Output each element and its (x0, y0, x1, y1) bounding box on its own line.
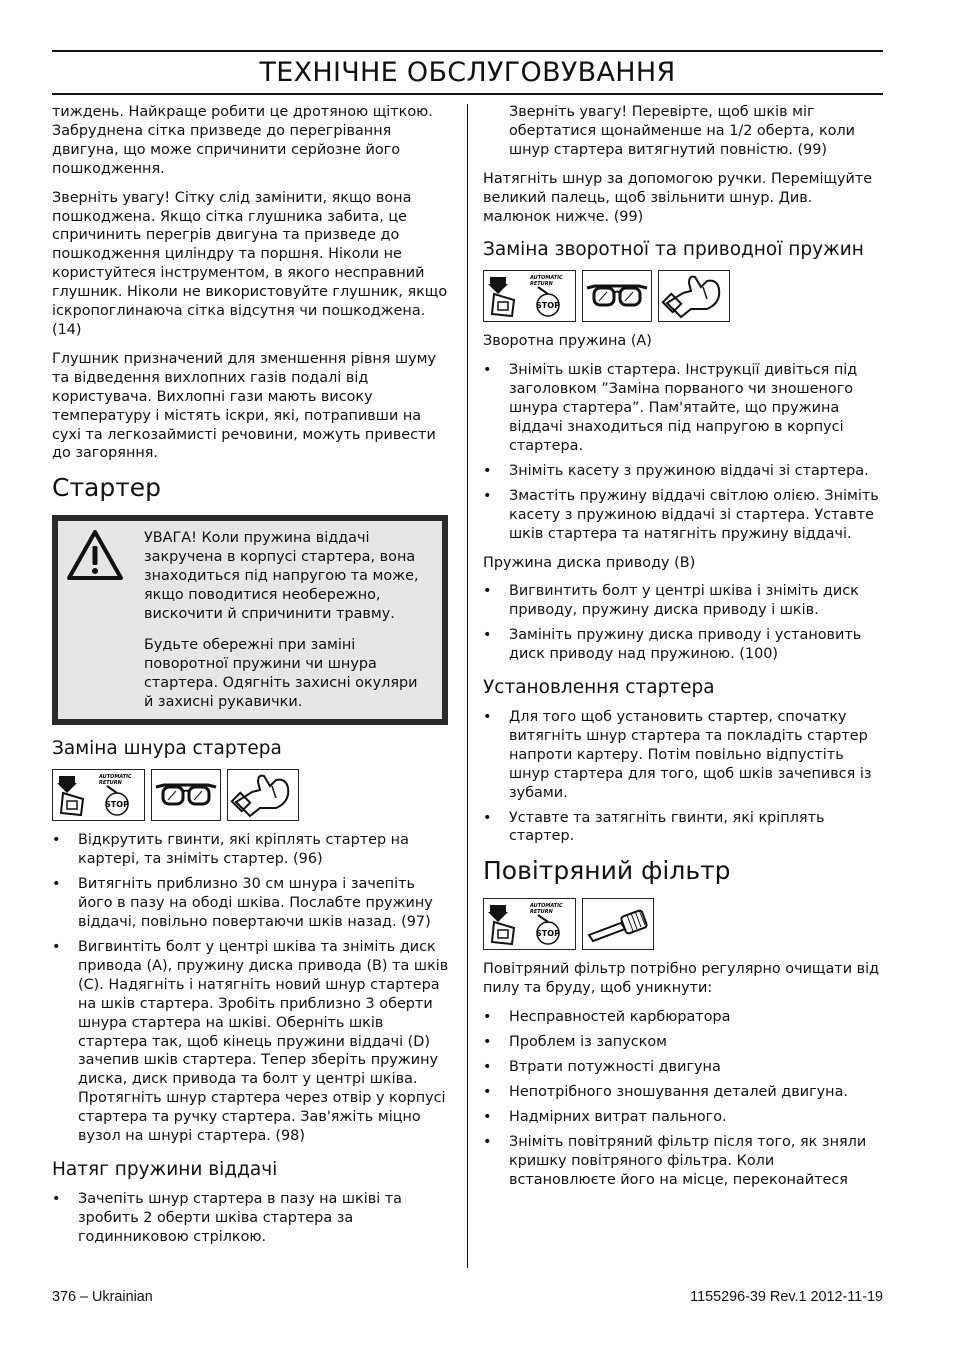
page-title: ТЕХНІЧНЕ ОБСЛУГОВУВАННЯ (259, 57, 676, 88)
warning-triangle-icon (66, 529, 124, 581)
return-spring-list (483, 361, 883, 543)
list-item: • Проблем із запуском (483, 1034, 668, 1051)
bullet: • (483, 627, 492, 644)
stop-label: STOP (535, 929, 560, 939)
left-column (52, 103, 452, 1257)
header-rule-top (52, 50, 883, 52)
list-item: • Уставте та затягніть гвинти, які кріплять стартер. (483, 809, 825, 845)
bullet: • (483, 462, 492, 479)
springs-heading: Заміна зворотної та приводної пружин (483, 239, 864, 261)
list-item: • Зніміть повітряний фільтр після того, як зняли кришку повітряного фільтра. Коли встановлюєте його на місце, переконайтеся (483, 1133, 867, 1188)
drive-spring-list (483, 582, 883, 664)
bullet: • (483, 1083, 492, 1100)
bullet: • (483, 1034, 492, 1051)
tension-steps-list (52, 1190, 452, 1247)
paragraph: Натягніть шнур за допомогою ручки. Переміщуйте великий палець, щоб звільнити шнур. Див. малюнок нижче. (99) (483, 170, 873, 225)
list-item: • Втрати потужності двигуна (483, 1059, 721, 1075)
automatic-label: AUTOMATIC (529, 903, 563, 910)
drive-spring-label: Пружина диска приводу (B) (483, 554, 696, 571)
list-item: • Вигвинтіть болт у центрі шківа та зніміть диск привода (A), пружину диска привода (B) та шків (C). Надягніть і натягніть новий шнур стартера на шків стартера. Зробіть приблизно 3 оберти шнура стартера на шківі. Оберніть шків стартера так, щоб кінець пружини віддачі (D) зачепив шків стартера. Тепер зберіть пружину диска, диск привода та болт у центрі шківа. Протягніть шнур стартера через отвір у корпусі стартера та ручку стартера. Зав'яжіть міцно вузол на шнурі стартера. (98) (52, 939, 449, 1145)
page-number: 376 – Ukrainian (52, 1289, 153, 1305)
bullet: • (483, 1108, 492, 1125)
return-label: RETURN (529, 281, 553, 288)
automatic-label: AUTOMATIC (529, 275, 563, 282)
note-paragraph: Зверніть увагу! Перевірте, щоб шків міг обертатися щонайменше на 1/2 оберта, коли шнур стартера витягнутий повністю. (99) (509, 104, 856, 158)
bullet: • (52, 939, 61, 955)
warning-box (52, 515, 448, 725)
bullet: • (52, 876, 61, 893)
list-item: • Зніміть касету з пружиною віддачі зі стартера. (483, 462, 869, 479)
stop-label: STOP (104, 800, 129, 810)
paragraph: Зверніть увагу! Сітку слід замінити, якщо вона пошкоджена. Якщо сітка глушника забита, це спричинить перегрів двигуна та призведе до пошкодження циліндру та поршня. Ніколи не користуйтеся інструментом, в якого несправний глушник. Ніколи не використовуйте глушник, якщо іскропоглинаюча сітка відсутня чи пошкоджена. (14) (52, 189, 448, 338)
list-item: • Зачепіть шнур стартера в пазу на шківі та зробить 2 оберти шківа стартера за годинниковою стрілкою. (52, 1190, 403, 1245)
list-item: • Надмірних витрат пального. (483, 1108, 727, 1125)
cord-replacement-heading: Заміна шнура стартера (52, 738, 282, 760)
icon-row (483, 270, 883, 322)
bullet: • (483, 1009, 492, 1026)
list-item: • Витягніть приблизно 30 см шнура і зачепіть його в пазу на ободі шківа. Послабте пружину віддачі, повільно повертаючи шків назад. (97) (52, 876, 433, 931)
cord-steps-list (52, 831, 452, 1146)
return-spring-label: Зворотна пружина (A) (483, 333, 652, 350)
list-item: • Зніміть шків стартера. Інструкції дивіться під заголовком ”Заміна порваного чи зношеного шнура стартера”. Пам'ятайте, що пружина віддачі знаходиться під напругою в корпусі стартера. (483, 362, 858, 454)
bullet: • (483, 709, 492, 726)
bullet: • (483, 487, 492, 504)
install-starter-heading: Установлення стартера (483, 677, 715, 699)
list-item: • Замініть пружину диска приводу і установить диск приводу над пружиною. (100) (483, 627, 862, 663)
list-item: • Змастіть пружину віддачі світлою олією. Зніміть касету з пружиною віддачі зі стартера. Уставте шків стартера та натягніть пружину віддачі. (483, 487, 879, 542)
paragraph: Глушник призначений для зменшення рівня шуму та відведення вихлопних газів подалі від користувача. Вихлопні гази мають високу температуру і містять іскри, які, потрапивши на сухі та легкозаймисті речовини, можуть привести до загоряння. (52, 350, 437, 462)
starter-heading: Стартер (52, 473, 162, 503)
column-divider (467, 104, 468, 1268)
document-id: 1155296-39 Rev.1 2012-11-19 (690, 1289, 883, 1305)
automatic-return-stop-icon (483, 270, 576, 322)
automatic-label: AUTOMATIC (98, 774, 132, 781)
safety-glasses-icon (151, 769, 221, 821)
bullet: • (483, 583, 492, 600)
list-item: • Вигвинтить болт у центрі шківа і зніміть диск приводу, пружину диска приводу і шків. (483, 583, 859, 619)
list-item: • Несправностей карбюратора (483, 1009, 731, 1026)
air-filter-heading: Повітряний фільтр (483, 856, 731, 886)
paragraph: тиждень. Найкраще робити це дротяною щіткою. Забруднена сітка призведе до перегрівання двигуна, що може спричинити серйозне його пошкодження. (52, 104, 433, 177)
paragraph: Повітряний фільтр потрібно регулярно очищати від пилу та бруду, щоб уникнути: (483, 961, 880, 997)
safety-glasses-icon (582, 270, 652, 322)
automatic-return-stop-icon (483, 898, 576, 950)
icon-row (483, 898, 883, 950)
protective-gloves-icon (227, 769, 299, 821)
tension-heading: Натяг пружини віддачі (52, 1158, 278, 1180)
right-column (483, 103, 883, 1199)
warning-text: Будьте обережні при заміні поворотної пружини чи шнура стартера. Одягніть захисні окуляри й захисні рукавички. (144, 636, 418, 710)
list-item: • Непотрібного зношування деталей двигуна. (483, 1083, 848, 1100)
bullet: • (52, 832, 61, 849)
air-filter-list (483, 1008, 883, 1189)
brush-icon (582, 898, 654, 950)
header-rule-bottom (52, 93, 883, 95)
return-label: RETURN (529, 909, 553, 916)
icon-row (52, 769, 452, 821)
bullet: • (52, 1190, 61, 1207)
bullet: • (483, 1059, 492, 1075)
return-label: RETURN (98, 780, 122, 787)
bullet: • (483, 1133, 492, 1150)
automatic-return-stop-icon (52, 769, 145, 821)
bullet: • (483, 362, 492, 379)
protective-gloves-icon (658, 270, 730, 322)
list-item: • Для того щоб установить стартер, спочатку витягніть шнур стартера та покладіть стартер напроти картеру. Потім повільно відпустіть шнур стартера для того, щоб шків зачепився із зубами. (483, 709, 872, 801)
stop-label: STOP (535, 301, 560, 311)
install-list (483, 708, 883, 846)
bullet: • (483, 809, 492, 826)
list-item: • Відкрутить гвинти, які кріплять стартер на картері, та зніміть стартер. (96) (52, 832, 409, 868)
warning-text: УВАГА! Коли пружина віддачі закручена в корпусі стартера, вона знаходиться під напругою та може, якщо поводитися необережно, вискочити й спричинити травму. (144, 530, 419, 622)
